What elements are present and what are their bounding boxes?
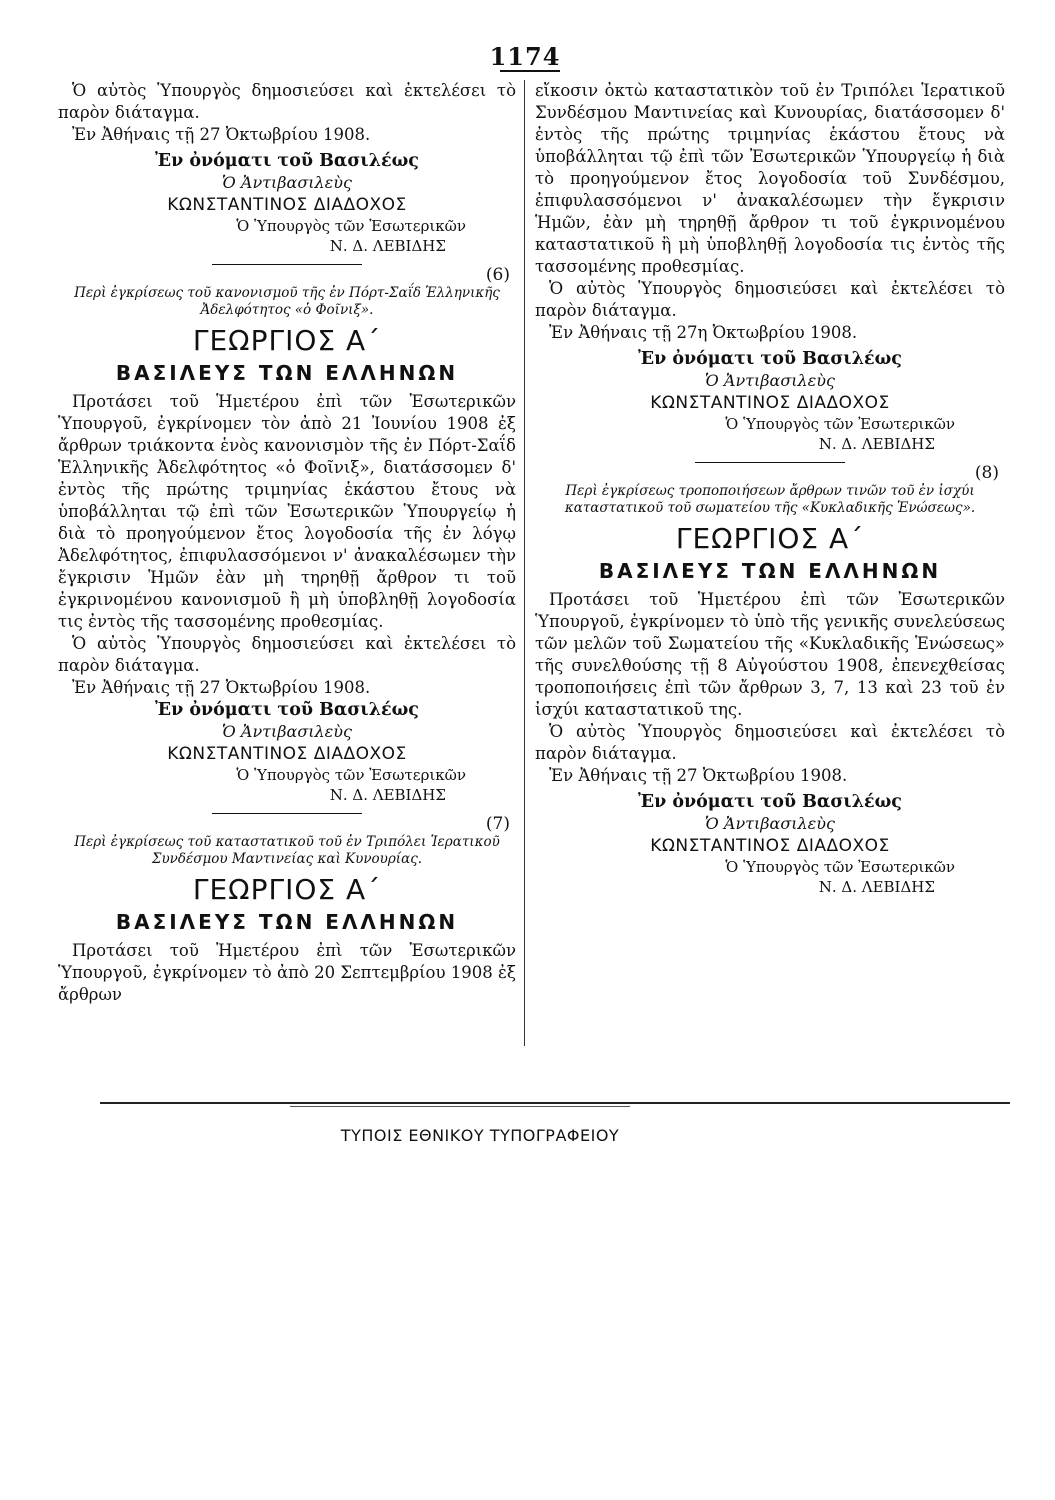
regent-title: Ὁ Ἀντιβασιλεὺς xyxy=(222,173,352,192)
king-heading: ΓΕΩΡΓΙΟΣ Α΄ xyxy=(675,522,865,555)
king-heading: ΓΕΩΡΓΙΟΣ Α΄ xyxy=(192,873,382,906)
date-line: Ἐν Ἀθήναις τῇ 27 Ὀκτωβρίου 1908. xyxy=(72,678,371,697)
decree-body: Προτάσει τοῦ Ἡμετέρου ἐπὶ τῶν Ἐσωτερικῶν Ὑπουργοῦ, ἐγκρίνομεν τὸ ἀπὸ 20 Σεπτεμβρίου 1908 ἐξ ἄρθρων xyxy=(58,941,516,1004)
signatory-name: ΚΩΝΣΤΑΝΤΙΝΟΣ ΔΙΑΔΟΧΟΣ xyxy=(167,195,407,215)
page-number: 1174 xyxy=(489,42,561,71)
page-number-rule xyxy=(500,70,560,72)
regent-title: Ὁ Ἀντιβασιλεὺς xyxy=(222,722,352,741)
king-title-heading: ΒΑΣΙΛΕΥΣ ΤΩΝ ΕΛΛΗΝΩΝ xyxy=(598,559,942,583)
royal-formula: Ἐν ὀνόματι τοῦ Βασιλέως xyxy=(155,700,419,720)
decree-body: Προτάσει τοῦ Ἡμετέρου ἐπὶ τῶν Ἐσωτερικῶν Ὑπουργοῦ, ἐγκρίνομεν τὸν ἀπὸ 21 Ἰουνίου 1908 ἐξ ἄρθρων τριάκοντα ἑνὸς κανονισμὸν τῆς ἐν Πόρτ-Σαΐδ Ἑλληνικῆς Ἀδελφότητος «ὁ Φοῖνιξ», διατάσσομεν δ' ἐντὸς τῆς πρώτης τριμηνίας ἑκάστου ἔτους νὰ ὑποβάλληται τῷ ἐπὶ τῶν Ἐσωτερικῶν Ὑπουργείῳ ἡ διὰ τὸ προηγούμενον ἔτος λογοδοσία τῆς ἐν λόγῳ Ἀδελφότητος, ἐπιφυλασσόμενοι ν' ἀνακαλέσωμεν τὴν ἔγκρισιν Ἡμῶν ἐὰν μὴ τηρηθῇ ἄρθρον τι τοῦ ἐγκρινομένου κανονισμοῦ ἢ μὴ ὑποβληθῇ λογοδοσία τις ἐντὸς τῆς τασσομένης προθεσμίας. xyxy=(58,392,516,631)
decree-body: εἴκοσιν ὀκτὼ καταστατικὸν τοῦ ἐν Τριπόλει Ἱερατικοῦ Συνδέσμου Μαντινείας καὶ Κυνουρίας, διατάσσομεν δ' ἐντὸς τῆς πρώτης τριμηνίας ἑκάστου ἔτους νὰ ὑποβάλληται τῷ ἐπὶ τῶν Ἐσωτερικῶν Ὑπουργείῳ ἡ διὰ τὸ προηγούμενον ἔτος λογοδοσία τοῦ Συνδέσμου, ἐπιφυλασσόμενοι ν' ἀνακαλέσωμεν τὴν ἔγκρισιν Ἡμῶν, ἐὰν μὴ τηρηθῇ ἄρθρον τι τοῦ ἐγκρινομένου καταστατικοῦ ἢ μὴ ὑποβληθῇ λογοδοσία τις ἐντὸς τῆς τασσομένης προθεσμίας. xyxy=(535,81,1005,276)
footer-rule xyxy=(100,1102,1010,1104)
royal-formula: Ἐν ὀνόματι τοῦ Βασιλέως xyxy=(638,349,902,369)
decree-number: (7) xyxy=(485,814,510,834)
paragraph: Ὁ αὐτὸς Ὑπουργὸς δημοσιεύσει καὶ ἐκτελέσει τὸ παρὸν διάταγμα. xyxy=(535,722,1005,763)
date-line: Ἐν Ἀθήναις τῇ 27 Ὀκτωβρίου 1908. xyxy=(72,125,371,144)
date-line: Ἐν Ἀθήναις τῇ 27 Ὀκτωβρίου 1908. xyxy=(549,766,848,785)
decree-subject: Περὶ ἐγκρίσεως τοῦ καταστατικοῦ τοῦ ἐν Τριπόλει Ἱερατικοῦ Συνδέσμου Μαντινείας καὶ Κυνουρίας. xyxy=(74,834,500,867)
minister-title: Ὁ Ὑπουργὸς τῶν Ἐσωτερικῶν xyxy=(236,766,466,784)
minister-name: Ν. Δ. ΛΕΒΙΔΗΣ xyxy=(329,786,446,804)
decree-subject: Περὶ ἐγκρίσεως τροποποιήσεων ἄρθρων τινῶν τοῦ ἐν ἰσχύι καταστατικοῦ τοῦ σωματείου τῆς «Κυκλαδικῆς Ἑνώσεως». xyxy=(564,483,976,516)
decree-number: (6) xyxy=(485,265,510,285)
signatory-name: ΚΩΝΣΤΑΝΤΙΝΟΣ ΔΙΑΔΟΧΟΣ xyxy=(167,744,407,764)
minister-name: Ν. Δ. ΛΕΒΙΔΗΣ xyxy=(329,237,446,255)
king-title-heading: ΒΑΣΙΛΕΥΣ ΤΩΝ ΕΛΛΗΝΩΝ xyxy=(115,361,459,385)
decree-subject: Περὶ ἐγκρίσεως τοῦ κανονισμοῦ τῆς ἐν Πόρτ-Σαΐδ Ἑλληνικῆς Ἀδελφότητος «ὁ Φοῖνιξ». xyxy=(74,285,500,318)
minister-name: Ν. Δ. ΛΕΒΙΔΗΣ xyxy=(818,435,935,453)
minister-title: Ὁ Ὑπουργὸς τῶν Ἐσωτερικῶν xyxy=(725,858,955,876)
column-divider xyxy=(524,80,525,1046)
paragraph: Ὁ αὐτὸς Ὑπουργὸς δημοσιεύσει καὶ ἐκτελέσει τὸ παρὸν διάταγμα. xyxy=(535,279,1005,320)
decree-number: (8) xyxy=(974,463,999,483)
right-column xyxy=(535,80,1005,897)
regent-title: Ὁ Ἀντιβασιλεὺς xyxy=(705,814,835,833)
printer-imprint: ΤΥΠΟΙΣ ΕΘΝΙΚΟΥ ΤΥΠΟΓΡΑΦΕΙΟΥ xyxy=(340,1126,620,1145)
date-line: Ἐν Ἀθήναις τῇ 27η Ὀκτωβρίου 1908. xyxy=(549,323,858,342)
king-title-heading: ΒΑΣΙΛΕΥΣ ΤΩΝ ΕΛΛΗΝΩΝ xyxy=(115,910,459,934)
left-column xyxy=(58,80,516,1006)
minister-title: Ὁ Ὑπουργὸς τῶν Ἐσωτερικῶν xyxy=(236,217,466,235)
regent-title: Ὁ Ἀντιβασιλεὺς xyxy=(705,371,835,390)
king-heading: ΓΕΩΡΓΙΟΣ Α΄ xyxy=(192,324,382,357)
paragraph: Ὁ αὐτὸς Ὑπουργὸς δημοσιεύσει καὶ ἐκτελέσει τὸ παρὸν διάταγμα. xyxy=(58,81,516,122)
decree-body: Προτάσει τοῦ Ἡμετέρου ἐπὶ τῶν Ἐσωτερικῶν Ὑπουργοῦ, ἐγκρίνομεν τὸ ὑπὸ τῆς γενικῆς συνελεύσεως τῶν μελῶν τοῦ Σωματείου τῆς «Κυκλαδικῆς Ἑνώσεως» τῆς συνελθούσης τῇ 8 Αὐγούστου 1908, ἐπενεχθείσας τροποποιήσεις ἐπὶ τῶν ἄρθρων 3, 7, 13 καὶ 23 τοῦ ἐν ἰσχύι καταστατικοῦ της. xyxy=(535,590,1005,719)
signatory-name: ΚΩΝΣΤΑΝΤΙΝΟΣ ΔΙΑΔΟΧΟΣ xyxy=(650,393,890,413)
minister-title: Ὁ Ὑπουργὸς τῶν Ἐσωτερικῶν xyxy=(725,415,955,433)
paragraph: Ὁ αὐτὸς Ὑπουργὸς δημοσιεύσει καὶ ἐκτελέσει τὸ παρὸν διάταγμα. xyxy=(58,634,516,675)
royal-formula: Ἐν ὀνόματι τοῦ Βασιλέως xyxy=(638,792,902,812)
royal-formula: Ἐν ὀνόματι τοῦ Βασιλέως xyxy=(155,151,419,171)
footer-rule-thin xyxy=(290,1106,630,1107)
minister-name: Ν. Δ. ΛΕΒΙΔΗΣ xyxy=(818,878,935,896)
signatory-name: ΚΩΝΣΤΑΝΤΙΝΟΣ ΔΙΑΔΟΧΟΣ xyxy=(650,836,890,856)
